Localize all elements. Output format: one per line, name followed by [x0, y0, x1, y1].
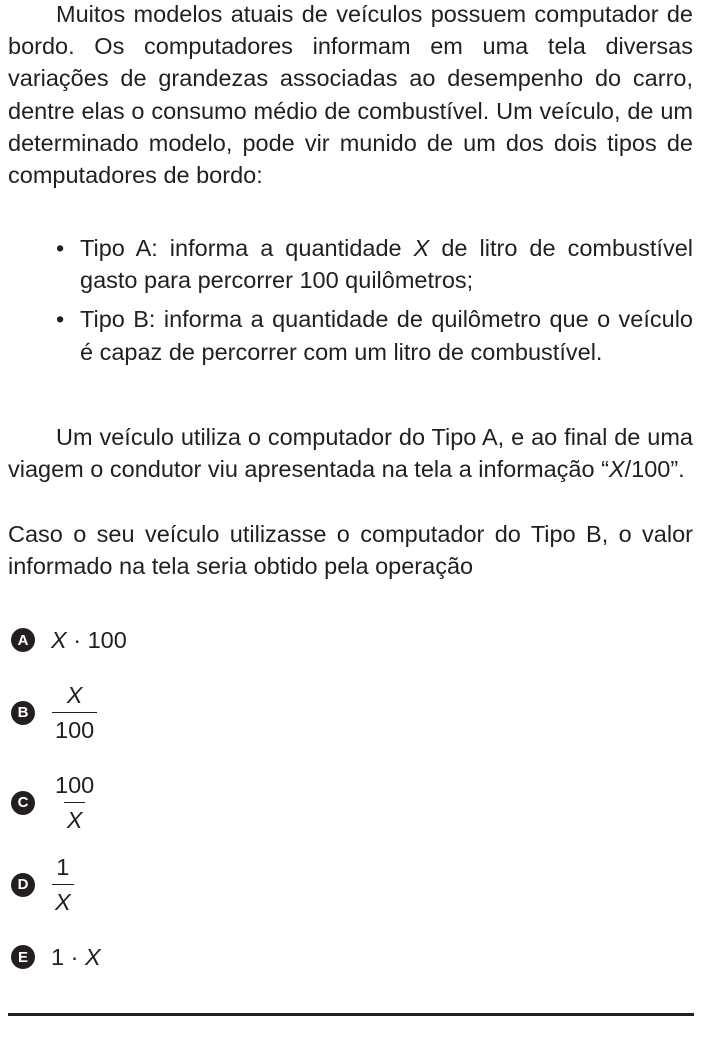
option-e-operator: · [64, 944, 85, 970]
option-a-operator: · [66, 627, 88, 653]
option-d-numerator: 1 [56, 854, 70, 880]
option-c[interactable] [11, 770, 97, 835]
option-b-denominator: 100 [52, 712, 97, 745]
option-e-right: X [84, 944, 101, 970]
question-prompt: Caso o seu veículo utilizasse o computador do Tipo B, o valor informado na tela seria obtido pela operação [8, 521, 693, 580]
tipo-b-text: Tipo B: informa a quantidade de quilômetro que o veículo é capaz de percorrer com um litro de combustível. [80, 306, 693, 365]
option-a-letter-badge: A [11, 628, 35, 652]
list-item-tipo-b [48, 303, 693, 367]
option-d-fraction [52, 852, 74, 917]
intro-paragraph: Muitos modelos atuais de veículos possuem computador de bordo. Os computadores informam em uma tela diversas variações de grandezas associadas ao desempenho do carro, dentre elas o consumo médio de combustível. Um veículo, de um determinado modelo, pode vir munido de um dos dois tipos de computadores de bordo: [8, 1, 693, 189]
computer-types-list [48, 232, 693, 368]
option-c-denominator: X [64, 802, 86, 835]
bottom-divider [8, 1013, 694, 1016]
option-e-left: 1 [51, 944, 65, 970]
tipo-a-text-end: de litro de combustível gasto para percorrer 100 quilômetros; [80, 235, 693, 294]
option-d-denominator: X [52, 884, 74, 917]
option-e-letter-badge: E [11, 945, 35, 969]
scenario-text-end: /100”. [624, 456, 685, 483]
bullet-marker: • [56, 306, 65, 333]
bullet-marker: • [56, 235, 65, 261]
option-d-letter-badge: D [11, 873, 35, 897]
option-d[interactable] [11, 852, 74, 917]
option-c-fraction [52, 770, 97, 835]
option-c-letter-badge: C [11, 791, 35, 815]
option-e[interactable] [11, 943, 101, 971]
option-b-numerator: X [66, 682, 83, 708]
option-a-expression [51, 626, 127, 654]
tipo-a-text-start: Tipo A: informa a quantidade [80, 235, 414, 261]
option-a-left: X [51, 627, 67, 653]
scenario-paragraph [8, 421, 693, 485]
option-e-expression [51, 943, 101, 971]
variable-x: X [608, 456, 625, 483]
option-c-numerator: 100 [55, 772, 95, 798]
option-a-right: 100 [87, 627, 127, 653]
variable-x: X [413, 235, 430, 261]
option-a[interactable] [11, 626, 127, 654]
option-b-letter-badge: B [11, 701, 35, 725]
scenario-text-start: Um veículo utiliza o computador do Tipo A, e ao final de uma viagem o condutor viu apresentada na tela a informação “ [8, 424, 693, 483]
option-b-fraction [52, 680, 97, 745]
option-b[interactable] [11, 680, 97, 745]
list-item-tipo-a [48, 232, 693, 296]
